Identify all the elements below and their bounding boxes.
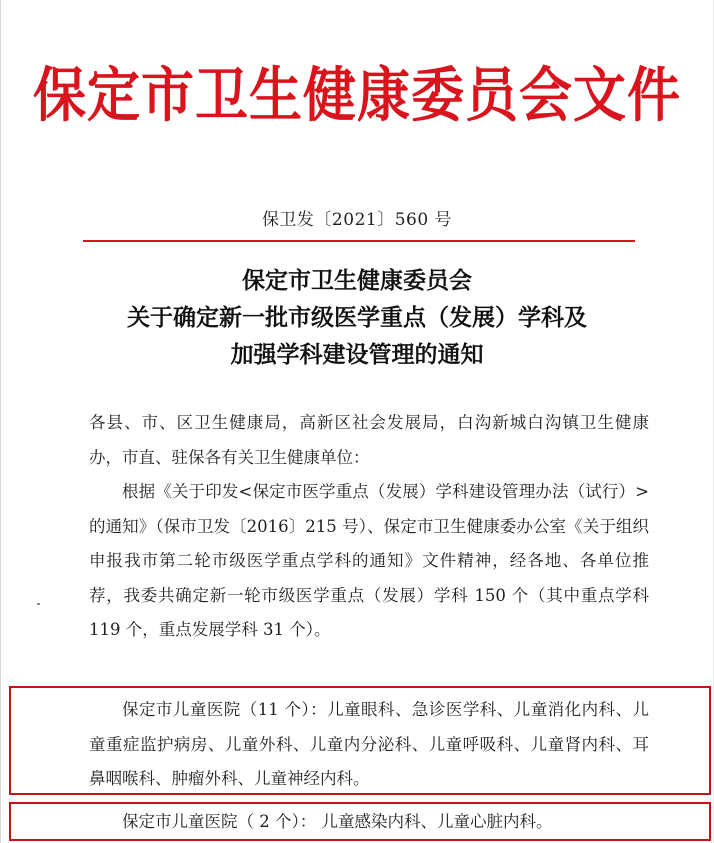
- body-paragraph: 根据《关于印发<保定市医学重点（发展）学科建设管理办法（试行）>的通知》（保市卫发〔2016〕215 号）、保定市卫生健康委办公室《关于组织申报我市第二轮市级医学重点学科的通知》文件精神，经各地、各单位推荐，我委共确定新一轮市级医学重点（发展）学科 150 个（其中重点学科 119 个，重点发展学科 31 个）。: [89, 482, 649, 639]
- red-separator-line: [83, 240, 635, 242]
- highlight-text-1: 保定市儿童医院（11 个）：儿童眼科、急诊医学科、儿童消化内科、儿童重症监护病房、儿童外科、儿童内分泌科、儿童呼吸科、儿童肾内科、耳鼻咽喉科、肿瘤外科、儿童神经内科。: [89, 700, 649, 788]
- title-line-1: 保定市卫生健康委员会: [242, 267, 472, 294]
- document-title: [1, 262, 713, 373]
- title-line-3: 加强学科建设管理的通知: [230, 341, 484, 368]
- scan-speck: [37, 603, 40, 605]
- document-masthead: 保定市卫生健康委员会文件: [33, 60, 681, 130]
- addressee: 各县、市、区卫生健康局，高新区社会发展局，白沟新城白沟镇卫生健康办，市直、驻保各有关卫生健康单位：: [89, 413, 649, 467]
- document-number: 保卫发〔2021〕560 号: [261, 210, 453, 230]
- highlight-text-2: 保定市儿童医院（ 2 个）： 儿童感染内科、儿童心脏内科。: [122, 812, 553, 831]
- title-line-2: 关于确定新一批市级医学重点（发展）学科及: [127, 304, 587, 331]
